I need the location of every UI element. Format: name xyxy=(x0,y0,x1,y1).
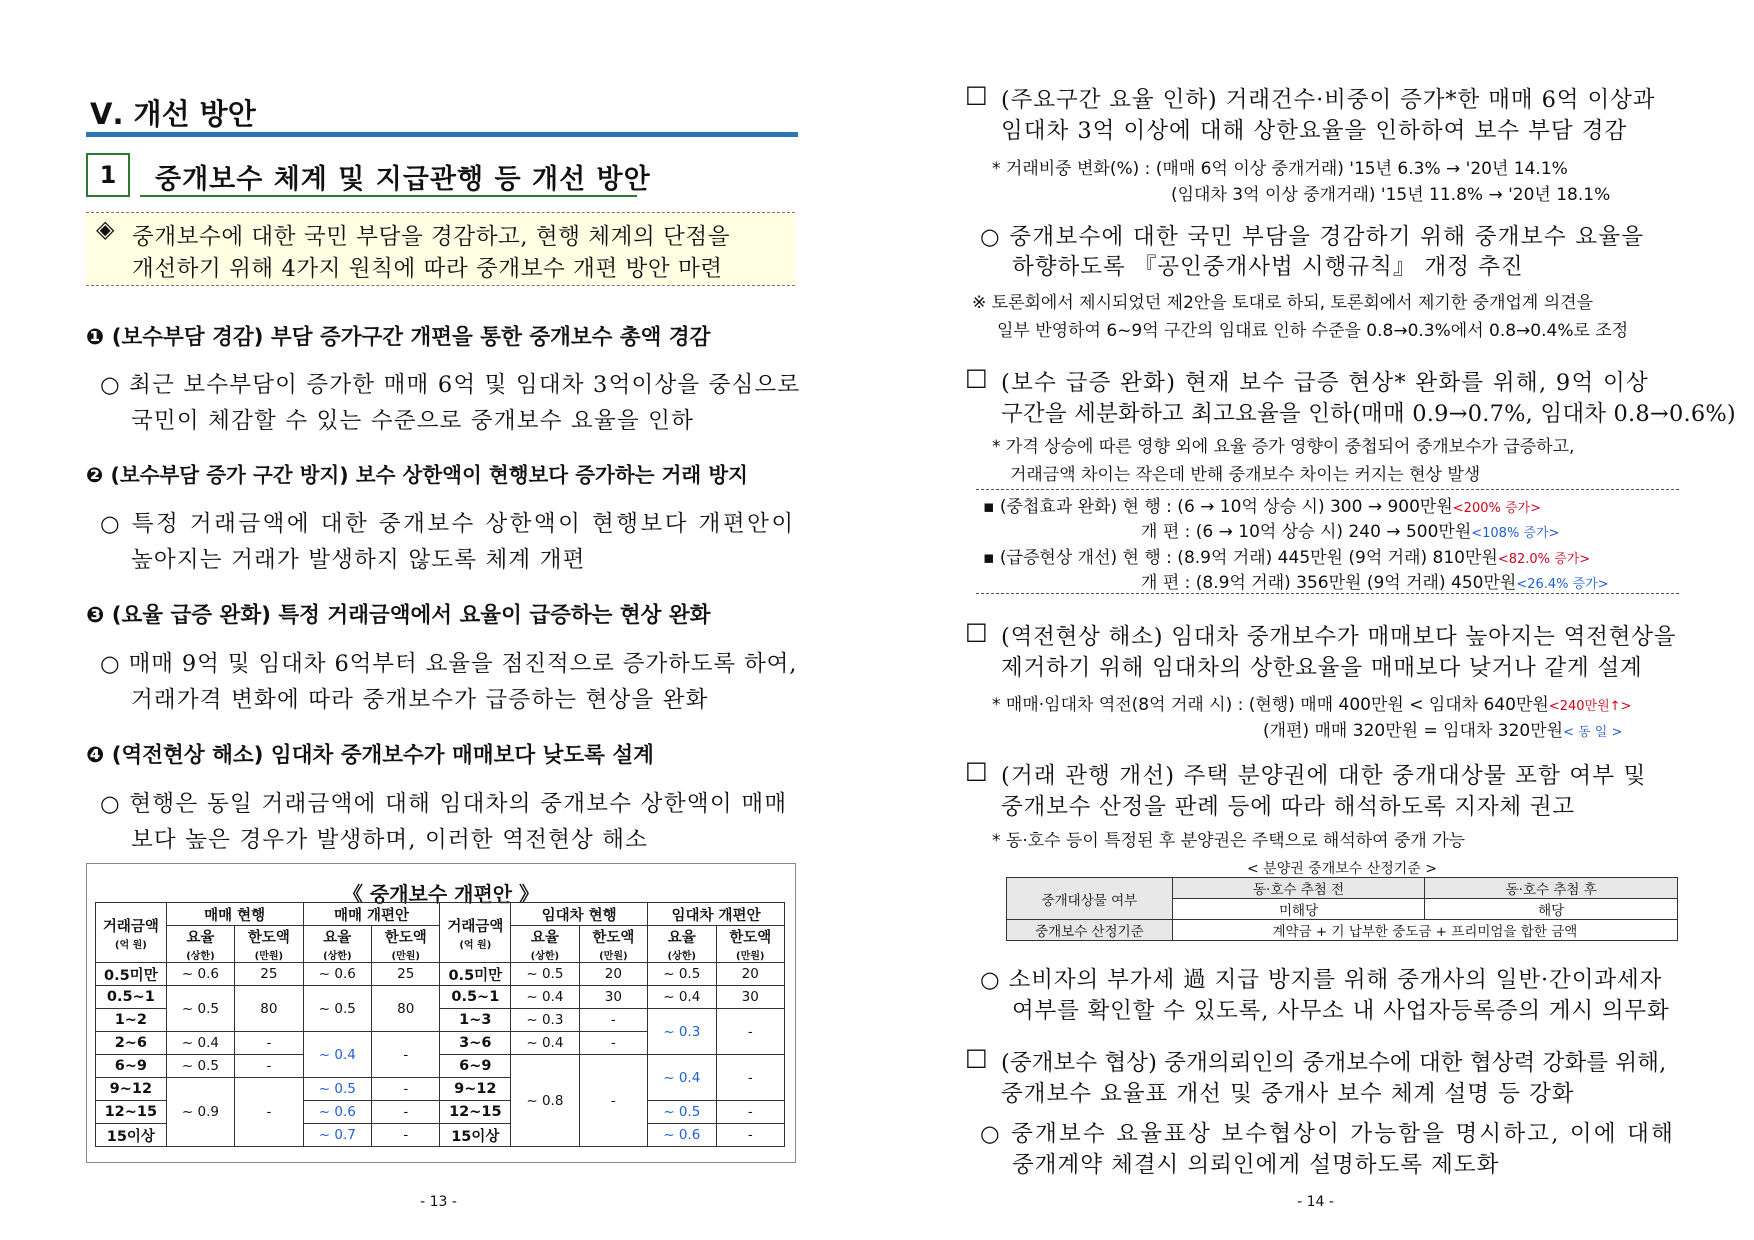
bullet-3-line-2: 제거하기 위해 임대차의 상한요율을 매매보다 낮거나 같게 설계 xyxy=(1001,655,1643,681)
note-4: * 동·호수 등이 특정된 후 분양권은 주택으로 해석하여 중개 가능 xyxy=(992,831,1466,851)
cell: ~ 0.6 xyxy=(166,963,234,986)
remark-1b: 일부 반영하여 6~9억 구간의 임대료 인하 수준을 0.8→0.3%에서 0.8→0.4%로 조정 xyxy=(997,321,1629,341)
range-cell: 0.5~1 xyxy=(96,986,167,1009)
range-cell: 1~3 xyxy=(440,1009,511,1032)
cell: ~ 0.4 xyxy=(511,986,579,1009)
principle-heading-2: ❷ (보수부담 증가 구간 방지) 보수 상한액이 현행보다 증가하는 거래 방지 xyxy=(86,463,748,487)
parcel-cell-no: 미해당 xyxy=(1172,899,1425,920)
cell: ~ 0.5 xyxy=(166,986,234,1032)
checkbox-square-icon: □ xyxy=(965,363,988,391)
circle-4-line-2: 여부를 확인할 수 있도록, 사무소 내 사업자등록증의 게시 의무화 xyxy=(1012,998,1670,1024)
amount-unit: (억 원) xyxy=(459,939,492,951)
range-cell: 15이상 xyxy=(440,1124,511,1147)
example-2: 개 편 : (6 → 10억 상승 시) 240 → 500만원<108% 증가> xyxy=(1141,522,1560,542)
col-amount-header xyxy=(96,903,167,963)
cell: 25 xyxy=(372,963,440,986)
parcel-header-basis: 중개보수 산정기준 xyxy=(1007,920,1173,941)
note-3a: * 매매·임대차 역전(8억 거래 시) : (현행) 매매 400만원 < 임대차 640만원<240만원↑> xyxy=(992,695,1632,715)
principle-heading-3: ❸ (요율 급증 완화) 특정 거래금액에서 요율이 급증하는 현상 완화 xyxy=(86,603,711,628)
cell: ~ 0.5 xyxy=(648,963,716,986)
circle-1-line-2: 하향하도록 『공인중개사법 시행규칙』 개정 추진 xyxy=(1012,254,1524,280)
cell: 20 xyxy=(716,963,785,986)
cell: - xyxy=(579,1009,647,1032)
cap-header: 한도액 (만원) xyxy=(716,926,785,963)
example-3: ▪ (급증현상 개선) 현 행 : (8.9억 거래) 445만원 (9억 거래) 810만원<82.0% 증가> xyxy=(983,548,1591,568)
cell: 20 xyxy=(579,963,647,986)
cell: - xyxy=(716,1101,785,1124)
range-cell: 0.5~1 xyxy=(440,986,511,1009)
cell: ~ 0.6 xyxy=(648,1124,716,1147)
cell: ~ 0.8 xyxy=(511,1055,579,1147)
cell: - xyxy=(716,1055,785,1101)
principle-text-1b: 국민이 체감할 수 있는 수준으로 중개보수 요율을 인하 xyxy=(131,408,695,434)
circle-4-line-1: ○ 소비자의 부가세 過 지급 방지를 위해 중개사의 일반·간이과세자 xyxy=(980,967,1663,993)
principle-text-3a: ○ 매매 9억 및 임대차 6억부터 요율을 점진적으로 증가하도록 하여, xyxy=(100,651,798,677)
cell: - xyxy=(235,1032,303,1055)
cell: - xyxy=(235,1078,303,1147)
fee-table-box xyxy=(86,863,796,1163)
fee-table-title: 《 중개보수 개편안 》 xyxy=(342,882,540,906)
range-cell: 9~12 xyxy=(440,1078,511,1101)
bullet-5-line-2: 중개보수 요율표 개선 및 중개사 보수 체계 설명 등 강화 xyxy=(1001,1081,1575,1107)
parcel-cell-basis: 계약금 + 기 납부한 중도금 + 프리미엄을 합한 금액 xyxy=(1172,920,1677,941)
amount-label: 거래금액 xyxy=(447,918,504,935)
page-number-left: - 13 - xyxy=(420,1194,457,1210)
range-cell: 12~15 xyxy=(96,1101,167,1124)
note-2b: 거래금액 차이는 작은데 반해 중개보수 차이는 커지는 현상 발생 xyxy=(1010,465,1481,485)
cell: ~ 0.3 xyxy=(648,1009,716,1055)
example-1: ▪ (중첩효과 완화) 현 행 : (6 → 10억 상승 시) 300 → 900만원<200% 증가> xyxy=(983,497,1541,517)
example-4: 개 편 : (8.9억 거래) 356만원 (9억 거래) 450만원<26.4% 증가> xyxy=(1141,573,1609,593)
cell: ~ 0.5 xyxy=(166,1055,234,1078)
range-cell: 12~15 xyxy=(440,1101,511,1124)
cell: - xyxy=(372,1078,440,1101)
circle-1-line-1: ○ 중개보수에 대한 국민 부담을 경감하기 위해 중개보수 요율을 xyxy=(980,224,1645,250)
cell: 30 xyxy=(716,986,785,1009)
section-rule xyxy=(140,195,637,197)
amount-label: 거래금액 xyxy=(102,918,159,935)
cell: ~ 0.4 xyxy=(166,1032,234,1055)
range-cell: 1~2 xyxy=(96,1009,167,1032)
lease-current-header: 임대차 현행 xyxy=(511,903,648,926)
note-1a: * 거래비중 변화(%) : (매매 6억 이상 중개거래) '15년 6.3% → '20년 14.1% xyxy=(992,159,1568,179)
col-amount-header-2 xyxy=(440,903,511,963)
principle-heading-4: ❹ (역전현상 해소) 임대차 중개보수가 매매보다 낮도록 설계 xyxy=(86,743,654,768)
cell: ~ 0.5 xyxy=(648,1101,716,1124)
checkbox-square-icon: □ xyxy=(965,80,988,108)
cell: - xyxy=(579,1055,647,1147)
sale-current-header: 매매 현행 xyxy=(166,903,303,926)
note-2a: * 가격 상승에 따른 영향 외에 요율 증가 영향이 중첩되어 중개보수가 급증하고, xyxy=(992,437,1575,457)
range-cell: 3~6 xyxy=(440,1032,511,1055)
table-row xyxy=(96,1055,785,1078)
cell: - xyxy=(372,1124,440,1147)
cell: ~ 0.4 xyxy=(511,1032,579,1055)
section-number: 1 xyxy=(86,153,130,197)
fee-table xyxy=(95,902,785,1147)
rate-header: 요율 (상한) xyxy=(648,926,716,963)
cell: ~ 0.9 xyxy=(166,1078,234,1147)
bullet-2-line-1: (보수 급증 완화) 현재 보수 급증 현상* 완화를 위해, 9억 이상 xyxy=(1001,370,1650,396)
checkbox-square-icon: □ xyxy=(965,617,988,645)
cell: - xyxy=(716,1009,785,1055)
remark-1a: ※ 토론회에서 제시되었던 제2안을 토대로 하되, 토론회에서 제기한 중개업계 의견을 xyxy=(972,293,1594,313)
dashed-divider xyxy=(976,489,1679,490)
range-cell: 6~9 xyxy=(440,1055,511,1078)
cap-header: 한도액 (만원) xyxy=(579,926,647,963)
bullet-4-line-1: (거래 관행 개선) 주택 분양권에 대한 중개대상물 포함 여부 및 xyxy=(1001,763,1647,789)
bullet-1-line-2: 임대차 3억 이상에 대해 상한요율을 인하하여 보수 부담 경감 xyxy=(1001,118,1628,144)
intro-line-2: 개선하기 위해 4가지 원칙에 따라 중개보수 개편 방안 마련 xyxy=(132,256,723,282)
cell: 30 xyxy=(579,986,647,1009)
diamond-icon: ◈ xyxy=(96,215,115,243)
cell: ~ 0.4 xyxy=(648,1055,716,1101)
page-number-right: - 14 - xyxy=(1297,1194,1334,1210)
cell: ~ 0.5 xyxy=(303,986,371,1032)
range-cell: 15이상 xyxy=(96,1124,167,1147)
rate-header: 요율 (상한) xyxy=(511,926,579,963)
range-cell: 9~12 xyxy=(96,1078,167,1101)
lease-new-header: 임대차 개편안 xyxy=(648,903,785,926)
cell: ~ 0.4 xyxy=(648,986,716,1009)
table-row xyxy=(96,986,785,1009)
sale-new-header: 매매 개편안 xyxy=(303,903,440,926)
rate-header: 요율 (상한) xyxy=(166,926,234,963)
parcel-header-after: 동·호수 추첨 후 xyxy=(1425,878,1678,899)
parcel-table xyxy=(1006,877,1678,941)
cell: - xyxy=(716,1124,785,1147)
rate-header: 요율 (상한) xyxy=(303,926,371,963)
intro-line-1: 중개보수에 대한 국민 부담을 경감하고, 현행 체계의 단점을 xyxy=(132,224,731,250)
circle-5-line-1: ○ 중개보수 요율표상 보수협상이 가능함을 명시하고, 이에 대해 xyxy=(980,1121,1676,1147)
section-title: 중개보수 체계 및 지급관행 등 개선 방안 xyxy=(155,164,651,195)
chapter-title: Ⅴ. 개선 방안 xyxy=(90,97,256,131)
cell: ~ 0.3 xyxy=(511,1009,579,1032)
table-row xyxy=(96,963,785,986)
cell: ~ 0.4 xyxy=(303,1032,371,1078)
bullet-3-line-1: (역전현상 해소) 임대차 중개보수가 매매보다 높아지는 역전현상을 xyxy=(1001,624,1677,650)
parcel-header-before: 동·호수 추첨 전 xyxy=(1172,878,1425,899)
bullet-5-line-1: (중개보수 협상) 중개의뢰인의 중개보수에 대한 협상력 강화를 위해, xyxy=(1001,1050,1667,1076)
cell: 80 xyxy=(235,986,303,1032)
cell: ~ 0.7 xyxy=(303,1124,371,1147)
cell: - xyxy=(372,1101,440,1124)
bullet-2-line-2: 구간을 세분화하고 최고요율을 인하(매매 0.9→0.7%, 임대차 0.8→0.6%) xyxy=(1001,401,1736,427)
principle-text-2b: 높아지는 거래가 발생하지 않도록 체계 개편 xyxy=(131,547,586,573)
cell: - xyxy=(372,1032,440,1078)
cell: ~ 0.5 xyxy=(511,963,579,986)
principle-text-3b: 거래가격 변화에 따라 중개보수가 급증하는 현상을 완화 xyxy=(131,687,709,713)
cap-header: 한도액 (만원) xyxy=(235,926,303,963)
cell: - xyxy=(579,1032,647,1055)
parcel-table-title: < 분양권 중개보수 산정기준 > xyxy=(1246,861,1438,877)
principle-text-4a: ○ 현행은 동일 거래금액에 대해 임대차의 중개보수 상한액이 매매 xyxy=(100,791,788,817)
bullet-4-line-2: 중개보수 산정을 판례 등에 따라 해석하도록 지자체 권고 xyxy=(1001,794,1575,820)
range-cell: 6~9 xyxy=(96,1055,167,1078)
cell: - xyxy=(235,1055,303,1078)
circle-5-line-2: 중개계약 체결시 의뢰인에게 설명하도록 제도화 xyxy=(1012,1152,1500,1178)
cell: ~ 0.6 xyxy=(303,1101,371,1124)
principle-heading-1: ❶ (보수부담 경감) 부담 증가구간 개편을 통한 중개보수 총액 경감 xyxy=(86,325,711,350)
bullet-1-line-1: (주요구간 요율 인하) 거래건수·비중이 증가*한 매매 6억 이상과 xyxy=(1001,87,1656,113)
note-3b: (개편) 매매 320만원 = 임대차 320만원< 동 일 > xyxy=(1263,721,1623,741)
amount-unit: (억 원) xyxy=(114,939,147,951)
principle-text-4b: 보다 높은 경우가 발생하며, 이러한 역전현상 해소 xyxy=(131,827,649,853)
note-1b: (임대차 3억 이상 중개거래) '15년 11.8% → '20년 18.1% xyxy=(1171,185,1611,205)
dashed-divider xyxy=(976,593,1679,594)
cap-header: 한도액 (만원) xyxy=(372,926,440,963)
principle-text-2a: ○ 특정 거래금액에 대한 중개보수 상한액이 현행보다 개편안이 xyxy=(100,511,796,537)
checkbox-square-icon: □ xyxy=(965,1043,988,1071)
cell: 80 xyxy=(372,986,440,1032)
range-cell: 0.5미만 xyxy=(440,963,511,986)
checkbox-square-icon: □ xyxy=(965,756,988,784)
parcel-cell-yes: 해당 xyxy=(1425,899,1678,920)
parcel-header-target: 중개대상물 여부 xyxy=(1007,878,1173,920)
range-cell: 2~6 xyxy=(96,1032,167,1055)
cell: 25 xyxy=(235,963,303,986)
cell: ~ 0.6 xyxy=(303,963,371,986)
range-cell: 0.5미만 xyxy=(96,963,167,986)
principle-text-1a: ○ 최근 보수부담이 증가한 매매 6억 및 임대차 3억이상을 중심으로 xyxy=(100,372,801,398)
chapter-rule xyxy=(86,132,798,137)
cell: ~ 0.5 xyxy=(303,1078,371,1101)
